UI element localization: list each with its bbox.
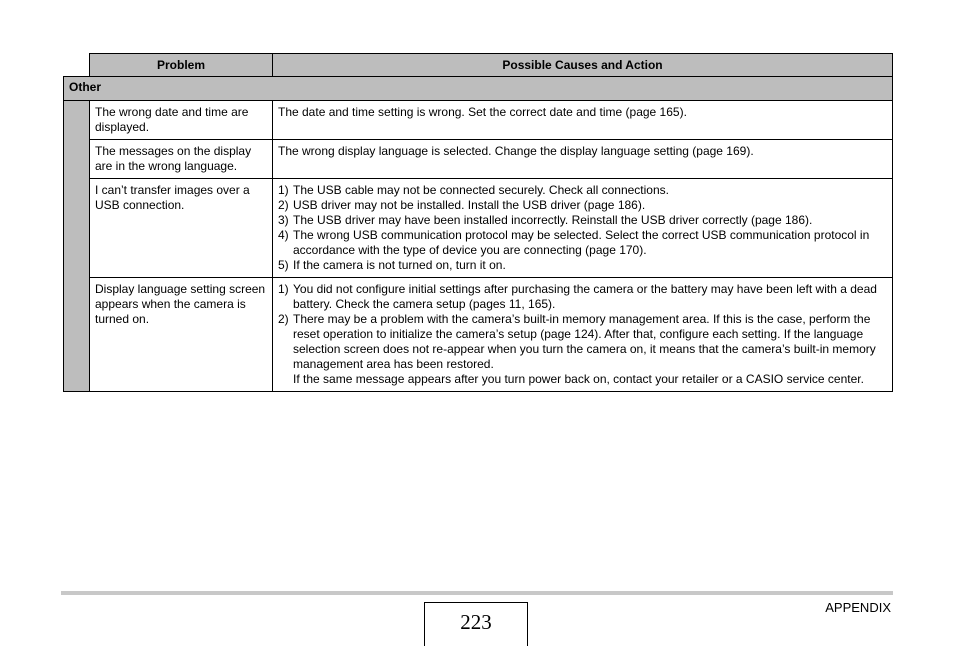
- cause-text: The USB cable may not be connected securely. Check all connections.: [293, 183, 669, 197]
- table-row: [64, 101, 893, 140]
- causes-list: [278, 282, 887, 387]
- cause-item: [278, 198, 887, 213]
- cause-item: [278, 282, 887, 312]
- cause-text: If the camera is not turned on, turn it on.: [293, 258, 506, 272]
- footer-section-label: APPENDIX: [825, 600, 891, 615]
- table-header-row: [64, 54, 893, 77]
- causes-cell: [273, 278, 893, 392]
- causes-cell: [273, 140, 893, 179]
- cause-number: 2): [278, 312, 289, 326]
- cause-text: You did not configure initial settings after purchasing the camera or the battery may have been left with a dead battery. Check the camera setup (pages 11, 165).: [293, 282, 877, 311]
- cause-text: The wrong USB communication protocol may be selected. Select the correct USB communication protocol in accordance with the type of device you are connecting (page 170).: [293, 228, 870, 257]
- cause-extra-text: If the same message appears after you turn power back on, contact your retailer or a CASIO service center.: [293, 372, 864, 386]
- problem-cell: The messages on the display are in the wrong language.: [90, 140, 273, 179]
- troubleshooting-table-container: [63, 53, 892, 392]
- cause-number: 2): [278, 198, 289, 212]
- problem-cell: I can’t transfer images over a USB connection.: [90, 179, 273, 278]
- cause-text: USB driver may not be installed. Install the USB driver (page 186).: [293, 198, 646, 212]
- header-causes: Possible Causes and Action: [273, 54, 893, 77]
- causes-cell: [273, 179, 893, 278]
- causes-list: [278, 183, 887, 273]
- table-row: [64, 140, 893, 179]
- table-row: [64, 179, 893, 278]
- page-number: 223: [424, 602, 528, 646]
- cause-item: [278, 312, 887, 387]
- cause-number: 4): [278, 228, 289, 242]
- cause-text: There may be a problem with the camera’s built-in memory management area. If this is the case, perform the reset operation to initialize the camera’s setup (page 124). After that, configure each setting. If the language selection screen does not re-appear when you turn the camera on, it means that the camera’s built-in memory management area has been restored.: [293, 312, 876, 371]
- cause-item: [278, 213, 887, 228]
- section-row: [64, 77, 893, 101]
- cause-text: The wrong display language is selected. Change the display language setting (page 169).: [278, 144, 754, 158]
- cause-number: 5): [278, 258, 289, 272]
- header-problem: Problem: [90, 54, 273, 77]
- cause-item: [278, 228, 887, 258]
- section-title: Other: [64, 77, 893, 101]
- causes-cell: [273, 101, 893, 140]
- cause-number: 1): [278, 183, 289, 197]
- section-gutter: [64, 101, 90, 392]
- header-blank-cell: [64, 54, 90, 77]
- problem-cell: The wrong date and time are displayed.: [90, 101, 273, 140]
- cause-number: 3): [278, 213, 289, 227]
- table-row: [64, 278, 893, 392]
- footer-rule: [61, 591, 893, 595]
- cause-item: [278, 183, 887, 198]
- cause-text: The date and time setting is wrong. Set the correct date and time (page 165).: [278, 105, 687, 119]
- cause-item: [278, 258, 887, 273]
- cause-number: 1): [278, 282, 289, 296]
- cause-text: The USB driver may have been installed incorrectly. Reinstall the USB driver correctly (page 186).: [293, 213, 813, 227]
- troubleshooting-table: [63, 53, 893, 392]
- problem-cell: Display language setting screen appears when the camera is turned on.: [90, 278, 273, 392]
